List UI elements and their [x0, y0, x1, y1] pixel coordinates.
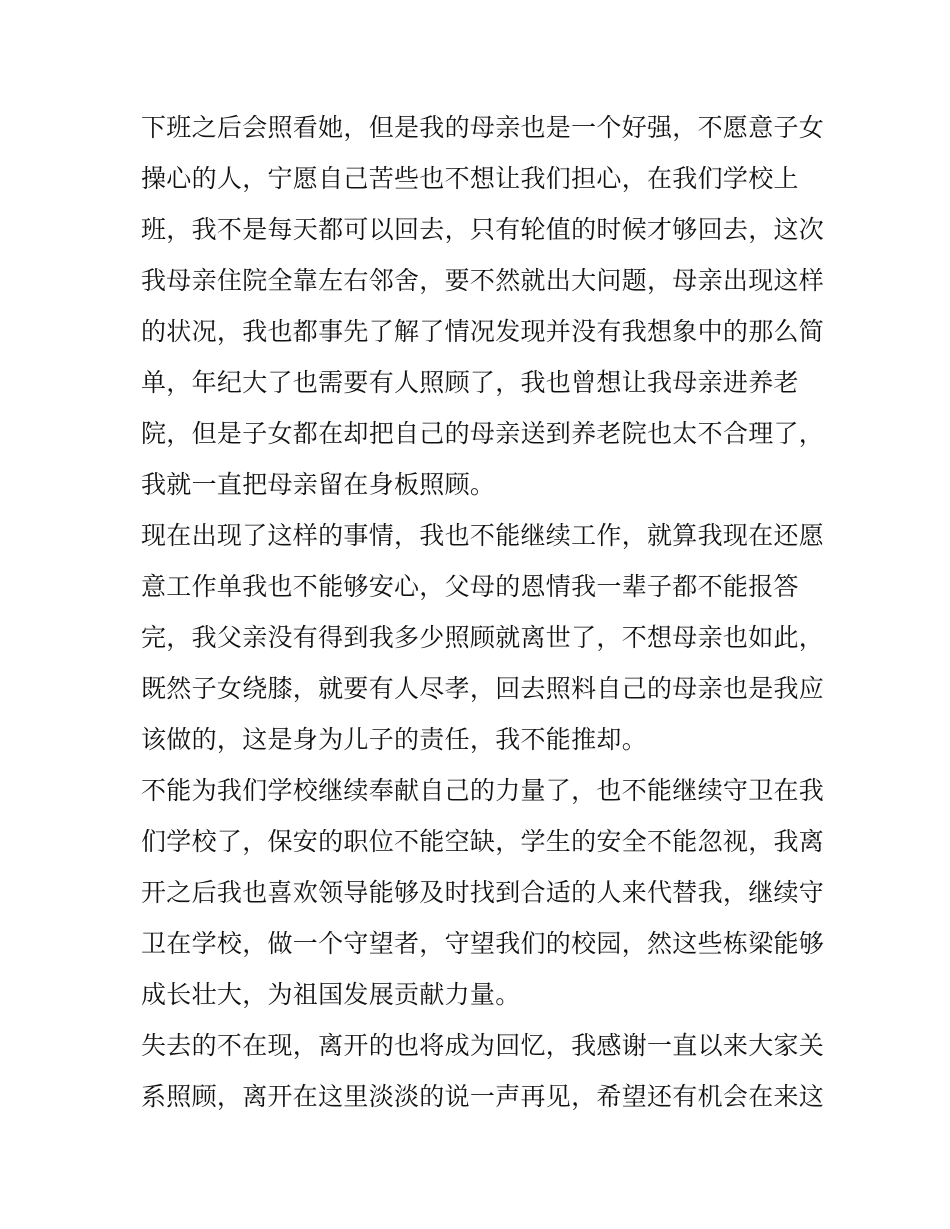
text-line: 我母亲住院全靠左右邻舍，要不然就出大问题，母亲出现这样 — [141, 266, 825, 295]
text-line: 单，年纪大了也需要有人照顾了，我也曾想让我母亲进养老 — [141, 368, 799, 397]
text-line: 完，我父亲没有得到我多少照顾就离世了，不想母亲也如此， — [141, 623, 825, 652]
text-line: 操心的人，宁愿自己苦些也不想让我们担心，在我们学校上 — [141, 164, 799, 193]
document-body — [141, 102, 825, 1122]
text-line: 既然子女绕膝，就要有人尽孝，回去照料自己的母亲也是我应 — [141, 674, 825, 703]
paragraph — [141, 102, 825, 510]
text-line: 系照顾，离开在这里淡淡的说一声再见，希望还有机会在来这 — [141, 1082, 825, 1111]
text-line: 下班之后会照看她，但是我的母亲也是一个好强，不愿意子女 — [141, 113, 825, 142]
text-line: 班，我不是每天都可以回去，只有轮值的时候才够回去，这次 — [141, 215, 825, 244]
text-line: 现在出现了这样的事情，我也不能继续工作，就算我现在还愿 — [141, 521, 825, 550]
text-line: 我就一直把母亲留在身板照顾。 — [141, 470, 496, 499]
paragraph — [141, 1020, 825, 1122]
text-line: 成长壮大，为祖国发展贡献力量。 — [141, 980, 521, 1009]
text-line: 院，但是子女都在却把自己的母亲送到养老院也太不合理了， — [141, 419, 825, 448]
paragraph — [141, 765, 825, 1020]
text-line: 开之后我也喜欢领导能够及时找到合适的人来代替我，继续守 — [141, 878, 825, 907]
text-line: 失去的不在现，离开的也将成为回忆，我感谢一直以来大家关 — [141, 1031, 825, 1060]
paragraph — [141, 510, 825, 765]
text-line: 不能为我们学校继续奉献自己的力量了，也不能继续守卫在我 — [141, 776, 825, 805]
text-line: 的状况，我也都事先了解了情况发现并没有我想象中的那么简 — [141, 317, 825, 346]
text-line: 该做的，这是身为儿子的责任，我不能推却。 — [141, 725, 648, 754]
text-line: 卫在学校，做一个守望者，守望我们的校园，然这些栋梁能够 — [141, 929, 825, 958]
text-line: 们学校了，保安的职位不能空缺，学生的安全不能忽视，我离 — [141, 827, 825, 856]
text-line: 意工作单我也不能够安心，父母的恩情我一辈子都不能报答 — [141, 572, 799, 601]
